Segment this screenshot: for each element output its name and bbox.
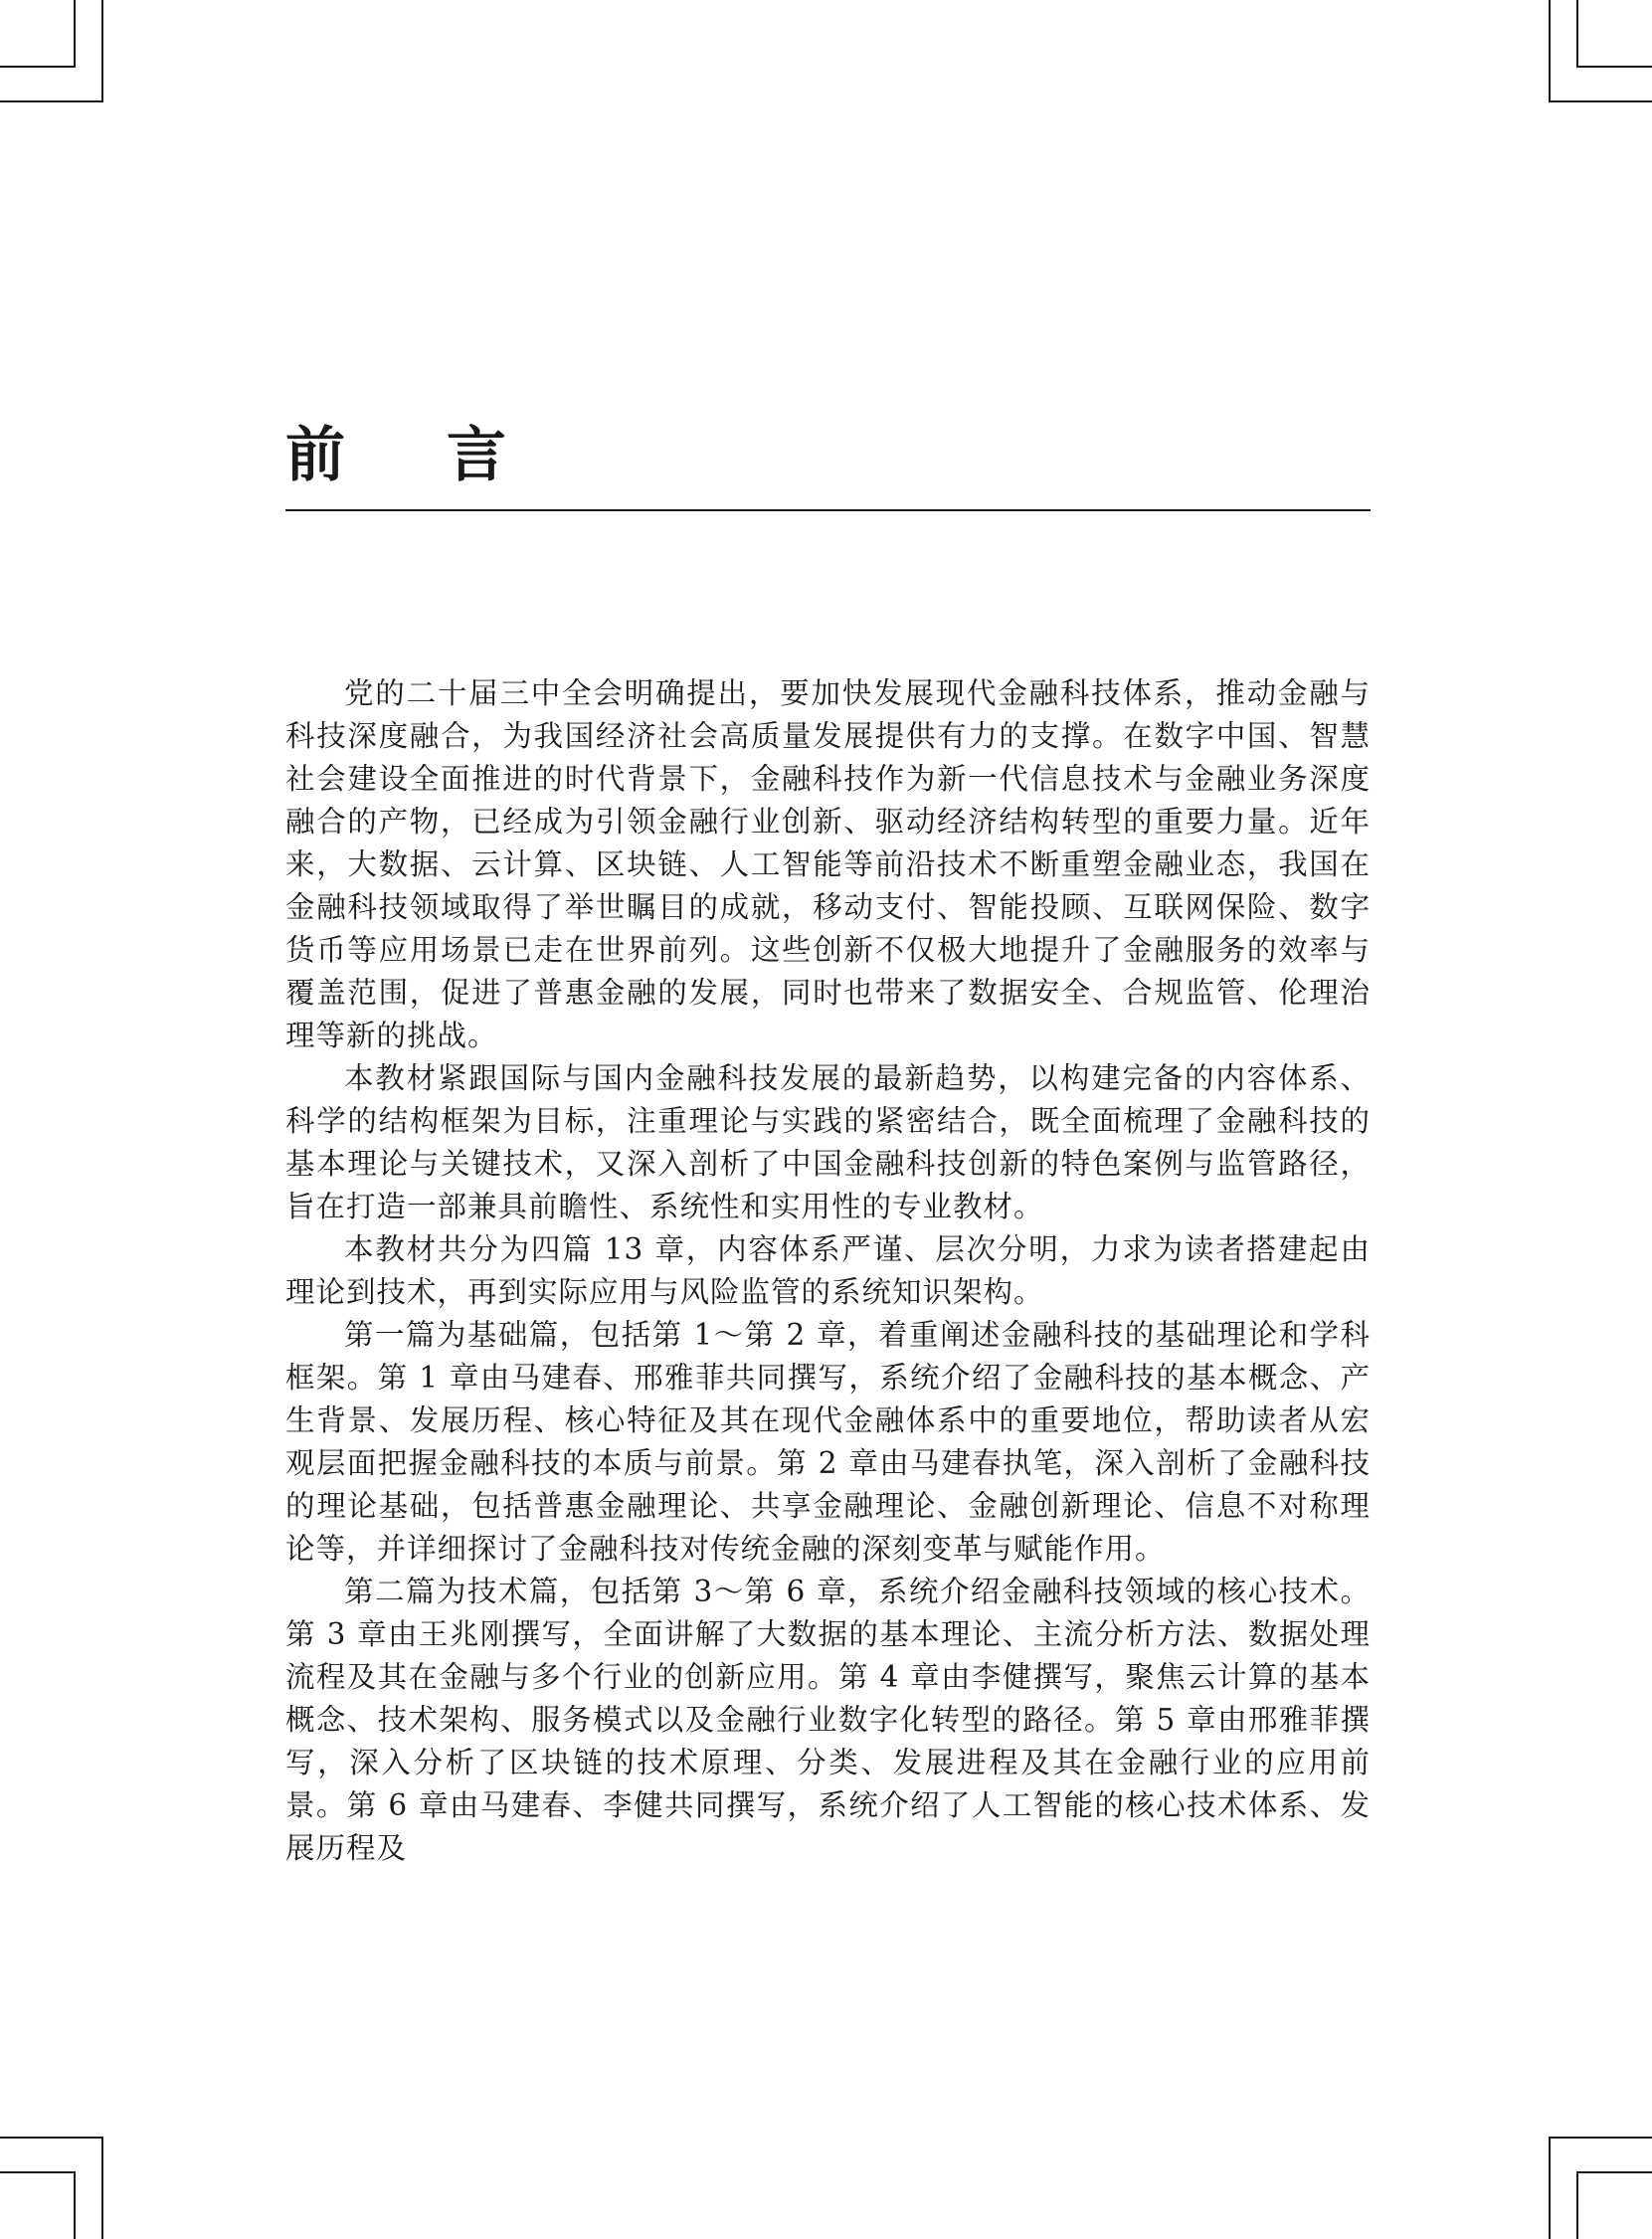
crop-mark-bottom-left-inner-horizontal xyxy=(0,2171,76,2173)
paragraph-2: 本教材紧跟国际与国内金融科技发展的最新趋势，以构建完备的内容体系、科学的结构框架为目标，注重理论与实践的紧密结合，既全面梳理了金融科技的基本理论与关键技术，又深入剖析了中国金融科技创新的特色案例与监管路径，旨在打造一部兼具前瞻性、系统性和实用性的专业教材。 xyxy=(285,1061,1371,1223)
paragraph-4: 第一篇为基础篇，包括第 1～第 2 章，着重阐述金融科技的基础理论和学科框架。第 1 章由马建春、邢雅菲共同撰写，系统介绍了金融科技的基本概念、产生背景、发展历程、核心特征及其在现代金融体系中的重要地位，帮助读者从宏观层面把握金融科技的本质与前景。第 2 章由马建春执笔，深入剖析了金融科技的理论基础，包括普惠金融理论、共享金融理论、金融创新理论、信息不对称理论等，并详细探讨了金融科技对传统金融的深刻变革与赋能作用。 xyxy=(285,1318,1371,1566)
crop-mark-bottom-left-horizontal xyxy=(0,2137,103,2139)
paragraph-1: 党的二十届三中全会明确提出，要加快发展现代金融科技体系，推动金融与科技深度融合，为我国经济社会高质量发展提供有力的支撑。在数字中国、智慧社会建设全面推进的时代背景下，金融科技作为新一代信息技术与金融业务深度融合的产物，已经成为引领金融行业创新、驱动经济结构转型的重要力量。近年来，大数据、云计算、区块链、人工智能等前沿技术不断重塑金融业态，我国在金融科技领域取得了举世瞩目的成就，移动支付、智能投顾、互联网保险、数字货币等应用场景已走在世界前列。这些创新不仅极大地提升了金融服务的效率与覆盖范围，促进了普惠金融的发展，同时也带来了数据安全、合规监管、伦理治理等新的挑战。 xyxy=(285,676,1371,1052)
crop-mark-top-right-inner-vertical xyxy=(1576,0,1578,68)
crop-mark-top-right-horizontal xyxy=(1576,66,1652,68)
title-divider xyxy=(285,509,1371,511)
crop-mark-bottom-left-vertical xyxy=(101,2137,103,2239)
crop-mark-top-left-inner-horizontal xyxy=(0,100,103,102)
preface-body xyxy=(285,672,1371,1870)
crop-mark-top-left-vertical xyxy=(101,0,103,102)
crop-mark-top-right-inner-horizontal xyxy=(1549,100,1652,102)
paragraph-5: 第二篇为技术篇，包括第 3～第 6 章，系统介绍金融科技领域的核心技术。第 3 章由王兆刚撰写，全面讲解了大数据的基本理论、主流分析方法、数据处理流程及其在金融与多个行业的创新应用。第 4 章由李健撰写，聚焦云计算的基本概念、技术架构、服务模式以及金融行业数字化转型的路径。第 5 章由邢雅菲撰写，深入分析了区块链的技术原理、分类、发展进程及其在金融行业的应用前景。第 6 章由马建春、李健共同撰写，系统介绍了人工智能的核心技术体系、发展历程及 xyxy=(285,1575,1371,1865)
crop-mark-bottom-right-vertical xyxy=(1549,2137,1551,2239)
crop-mark-bottom-right-inner-horizontal xyxy=(1576,2171,1652,2173)
title-char-2: 言 xyxy=(447,421,506,490)
crop-mark-bottom-right-inner-vertical xyxy=(1576,2171,1578,2239)
title-char-1: 前 xyxy=(285,421,345,490)
page-title xyxy=(285,421,506,490)
crop-mark-top-right-vertical xyxy=(1549,0,1551,102)
paragraph-3: 本教材共分为四篇 13 章，内容体系严谨、层次分明，力求为读者搭建起由理论到技术，再到实际应用与风险监管的系统知识架构。 xyxy=(285,1232,1371,1309)
crop-mark-bottom-left-inner-vertical xyxy=(74,2171,76,2239)
crop-mark-top-left-inner-vertical xyxy=(74,0,76,68)
crop-mark-bottom-right-horizontal xyxy=(1549,2137,1652,2139)
crop-mark-top-left-horizontal xyxy=(0,66,76,68)
